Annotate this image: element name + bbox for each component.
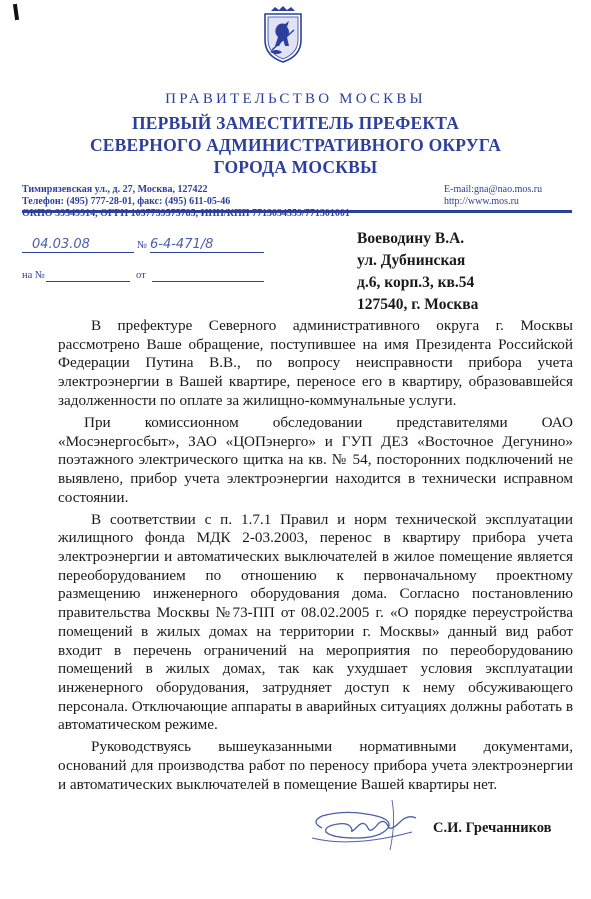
reply-number-underline xyxy=(46,281,130,282)
handwritten-signature xyxy=(292,792,432,860)
reply-from-label: от xyxy=(136,270,146,281)
body-paragraph: При комиссионном обследовании представителями ОАО «Мосэнергосбыт», ЗАО «ЦОПэнерго» и ГУП ДЕЗ «Восточное Дегунино» поэтажного электрического щитка на кв. № 54, посторонних подключений не выявлено, прибор учета электроэнергии находится в технически исправном состоянии. xyxy=(58,413,573,506)
number-underline xyxy=(150,252,264,253)
corner-mark xyxy=(13,4,19,20)
government-title: ПРАВИТЕЛЬСТВО МОСКВЫ xyxy=(165,91,426,107)
signer-name: С.И. Гречанников xyxy=(433,820,552,836)
phone-line: Телефон: (495) 777-28-01, факс: (495) 611-05-46 xyxy=(22,196,231,207)
email-line: E-mail:gna@nao.mos.ru xyxy=(444,184,543,195)
recipient-name: Воеводину В.А. xyxy=(357,230,465,247)
handwritten-date: 04.03.08 xyxy=(32,237,90,252)
contact-block-right xyxy=(444,184,542,208)
registry-line: ОКПО 39549914, ОГРН 1037739575785, ИНН/КПП 7713034559/771301001 xyxy=(22,208,350,219)
handwritten-number: 6-4-471/8 xyxy=(150,237,214,252)
office-title-line1: ПЕРВЫЙ ЗАМЕСТИТЕЛЬ ПРЕФЕКТА xyxy=(131,113,460,133)
moscow-coat-of-arms-emblem xyxy=(262,6,304,64)
reply-from-underline xyxy=(152,281,264,282)
date-underline xyxy=(22,252,134,253)
letter-body xyxy=(58,317,573,798)
header-rule xyxy=(22,210,572,213)
office-title-line3: ГОРОДА МОСКВЫ xyxy=(213,157,378,177)
body-paragraph: В соответствии с п. 1.7.1 Правил и норм технической эксплуатации жилищного фонда МДК 2-03.2003, перенос в квартиру прибора учета электроэнергии и автоматических выключателей в жилое помещение является переоборудованием по отношению к первоначальному проектному размещению инженерного оборудования дома. Согласно постановлению правительства Москвы №73-ПП от 08.02.2005 г. «О порядке переустройства помещений в жилых домах на территории г. Москвы» данный вид работ входит в перечень ограничений на мероприятия по переоборудованию помещений в жилых домах, так как ухудшает условия эксплуатации инженерного оборудования, затрудняет доступ к нему обсуживающего персонала. Отключающие аппараты в аварийных ситуациях должны работать в автоматическом режиме. xyxy=(58,510,573,734)
address-line: Тимирязевская ул., д. 27, Москва, 127422 xyxy=(22,184,208,195)
recipient-block xyxy=(357,228,478,316)
recipient-city: 127540, г. Москва xyxy=(357,296,479,313)
website-line: http://www.mos.ru xyxy=(444,196,519,207)
recipient-street: ул. Дубнинская xyxy=(357,252,466,269)
number-label: № xyxy=(137,240,148,251)
contact-block-left xyxy=(22,184,350,220)
body-paragraph: В префектуре Северного административного округа г. Москвы рассмотрено Ваше обращение, поступившее на имя Президента Российской Федерации Путина В.В., по вопросу неисправности прибора учета электроэнергии в Вашей квартире, переносе его в квартиру, образовавшейся задолженности по оплате за жилищно-коммунальные услуги. xyxy=(58,317,573,409)
body-paragraph: Руководствуясь вышеуказанными нормативными документами, оснований для производства работ по переносу прибора учета электроэнергии и автоматических выключателей в помещение Вашей квартиры нет. xyxy=(58,738,573,793)
recipient-building: д.6, корп.3, кв.54 xyxy=(357,274,475,291)
reply-number-label: на № xyxy=(22,270,45,281)
office-title-line2: СЕВЕРНОГО АДМИНИСТРАТИВНОГО ОКРУГА xyxy=(89,135,502,155)
